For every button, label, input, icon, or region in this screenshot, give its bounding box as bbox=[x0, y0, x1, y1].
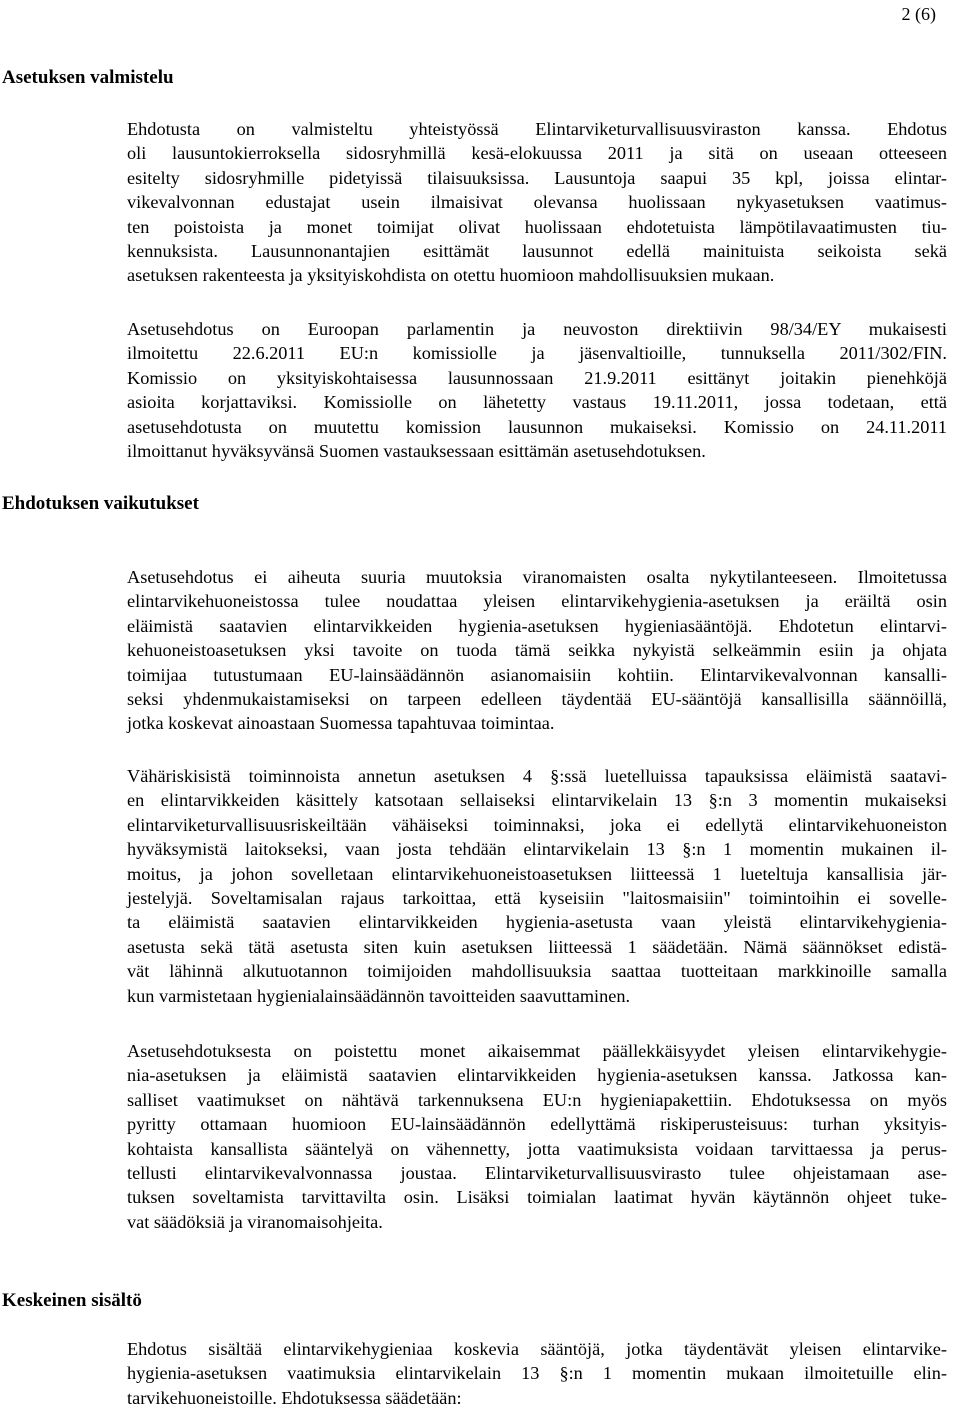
text-line: nia-asetuksen ja eläimistä saatavien elintarvikkeiden hygienia-asetuksen kanssa. Jatkossa kan- bbox=[127, 1065, 947, 1086]
text-line: ten poistoista ja monet toimijat olivat huolissaan ehdotetuista lämpötilavaatimusten tiu- bbox=[127, 216, 947, 237]
text-line: vät lähinnä alkutuotannon toimijoiden mahdollisuuksia saattaa tuotteitaan markkinoille samalla bbox=[127, 961, 947, 982]
text-line: kennuksista. Lausunnonantajien esittämät lausunnot edellä mainituista seikoista sekä bbox=[127, 241, 947, 262]
text-line: jotka koskevat ainoastaan Suomessa tapahtuvaa toimintaa. bbox=[127, 713, 555, 734]
text-line: vat säädöksiä ja viranomaisohjeita. bbox=[127, 1211, 383, 1232]
text-line: Asetusehdotuksesta on poistettu monet aikaisemmat päällekkäisyydet yleisen elintarvikehygie- bbox=[127, 1041, 947, 1061]
text-line: Asetusehdotus ei aiheuta suuria muutoksia viranomaisten osalta nykytilanteeseen. Ilmoitetussa bbox=[127, 567, 947, 587]
text-line: elintarvikehuoneistossa tulee noudattaa yleisen elintarvikehygienia-asetuksen ja eräiltä osin bbox=[127, 591, 947, 612]
text-line: kun varmistetaan hygienialainsäädännön tavoitteiden saavuttaminen. bbox=[127, 985, 631, 1006]
text-line: vikevalvonnan edustajat usein ilmaisivat olevansa huolissaan nykyasetuksen vaatimus- bbox=[127, 192, 947, 213]
text-line: toimijaa tutustumaan EU-lainsäädännön asianomaisiin kohtiin. Elintarvikevalvonnan kansalli- bbox=[127, 664, 947, 685]
text-line: ta eläimistä saatavien elintarvikkeiden hygienia-asetusta vaan yleistä elintarvikehygienia- bbox=[127, 912, 947, 933]
section-heading-sisalto: Keskeinen sisältö bbox=[2, 1290, 142, 1311]
text-line: Ehdotusta on valmisteltu yhteistyössä Elintarviketurvallisuusviraston kanssa. Ehdotus bbox=[127, 119, 947, 139]
text-line: hyväksymistä laitokseksi, vaan josta tehdään elintarvikelain 13 §:n 1 momentin mukainen il- bbox=[127, 839, 947, 860]
paragraph-sisalto-1 bbox=[127, 1337, 947, 1410]
paragraph-vaikutukset-2 bbox=[127, 764, 947, 1008]
text-line: asetusehdotusta on muutettu komission lausunnon mukaiseksi. Komissio on 24.11.2011 bbox=[127, 416, 947, 437]
paragraph-valmistelu-1 bbox=[127, 117, 947, 288]
text-line: eläimistä saatavien elintarvikkeiden hygienia-asetuksen hygieniasääntöjä. Ehdotetun elintarvi- bbox=[127, 615, 947, 636]
text-line: Komissio on yksityiskohtaisessa lausunnossaan 21.9.2011 esittänyt joitakin pienehköjä bbox=[127, 367, 947, 388]
text-line: asioita korjattaviksi. Komissiolle on lähetetty vastaus 19.11.2011, jossa todetaan, että bbox=[127, 392, 947, 413]
text-line: tuksen soveltamista tarvittavilta osin. Lisäksi toimialan laatimat hyvän käytännön ohjeet tuke- bbox=[127, 1187, 947, 1208]
paragraph-vaikutukset-3 bbox=[127, 1039, 947, 1234]
text-line: ilmoittanut hyväksyvänsä Suomen vastauksessaan esittämän asetusehdotuksen. bbox=[127, 441, 706, 462]
text-line: seksi yhdenmukaistamiseksi on tarpeen edelleen täydentää EU-sääntöjä kansallisilla säännöillä, bbox=[127, 689, 947, 710]
text-line: moitus, ja johon sovelletaan elintarvikehuoneistoasetuksen liitteessä 1 lueteltuja kansallisia jär- bbox=[127, 863, 947, 884]
text-line: esitelty sidosryhmille pidetyissä tilaisuuksissa. Lausuntoja saapui 35 kpl, joissa elintar- bbox=[127, 167, 947, 188]
text-line: elintarviketurvallisuusriskeiltään vähäiseksi toiminnaksi, joka ei edellytä elintarvikehuoneiston bbox=[127, 814, 947, 835]
text-line: oli lausuntokierroksella sidosryhmillä kesä-elokuussa 2011 ja sitä on useaan otteeseen bbox=[127, 143, 947, 164]
paragraph-valmistelu-2 bbox=[127, 317, 947, 463]
text-line: kehuoneistoasetuksen yksi tavoite on tuoda tämä seikka nykyistä selkeämmin esiin ja ohjata bbox=[127, 640, 947, 661]
text-line: jestelyjä. Soveltamisalan rajaus tarkoittaa, että kyseisiin "laitosmaisiin" toimintoihin ei sovelle- bbox=[127, 888, 947, 909]
text-line: asetusta sekä tätä asetusta siten kuin asetuksen liitteessä 1 säädetään. Nämä säännökset edistä- bbox=[127, 936, 947, 957]
section-heading-valmistelu: Asetuksen valmistelu bbox=[2, 67, 174, 88]
text-line: en elintarvikkeiden käsittely katsotaan sellaiseksi elintarvikelain 13 §:n 3 momentin mukaiseksi bbox=[127, 790, 947, 811]
text-line: ilmoitettu 22.6.2011 EU:n komissiolle ja jäsenvaltioille, tunnuksella 2011/302/FIN. bbox=[127, 343, 947, 364]
text-line: Ehdotus sisältää elintarvikehygieniaa koskevia sääntöjä, jotka täydentävät yleisen elintarvike- bbox=[127, 1339, 947, 1359]
section-heading-vaikutukset: Ehdotuksen vaikutukset bbox=[2, 493, 199, 514]
text-line: pyritty ottamaan huomioon EU-lainsäädännön edellyttämä riskiperusteisuus: turhan yksityis- bbox=[127, 1114, 947, 1135]
paragraph-vaikutukset-1 bbox=[127, 565, 947, 736]
text-line: hygienia-asetuksen vaatimuksia elintarvikelain 13 §:n 1 momentin mukaan ilmoitetuille elin- bbox=[127, 1363, 947, 1384]
text-line: tellusti elintarvikevalvonnassa joustaa. Elintarviketurvallisuusvirasto tulee ohjeistamaan ase- bbox=[127, 1163, 947, 1184]
text-line: Vähäriskisistä toiminnoista annetun asetuksen 4 §:ssä luetelluissa tapauksissa eläimistä saatavi- bbox=[127, 766, 947, 786]
text-line: asetuksen rakenteesta ja yksityiskohdista on otettu huomioon mahdollisuuksien mukaan. bbox=[127, 265, 775, 286]
page-number: 2 (6) bbox=[901, 4, 936, 24]
text-line: tarvikehuoneistoille. Ehdotuksessa säädetään: bbox=[127, 1387, 462, 1408]
text-line: Asetusehdotus on Euroopan parlamentin ja neuvoston direktiivin 98/34/EY mukaisesti bbox=[127, 319, 947, 339]
text-line: kohtaista kansallista sääntelyä on vähennetty, jotta vaatimuksista voidaan tarvittaessa ja perus- bbox=[127, 1138, 947, 1159]
text-line: salliset vaatimukset on nähtävä tarkennuksena EU:n hygieniapakettiin. Ehdotuksessa on myös bbox=[127, 1089, 947, 1110]
